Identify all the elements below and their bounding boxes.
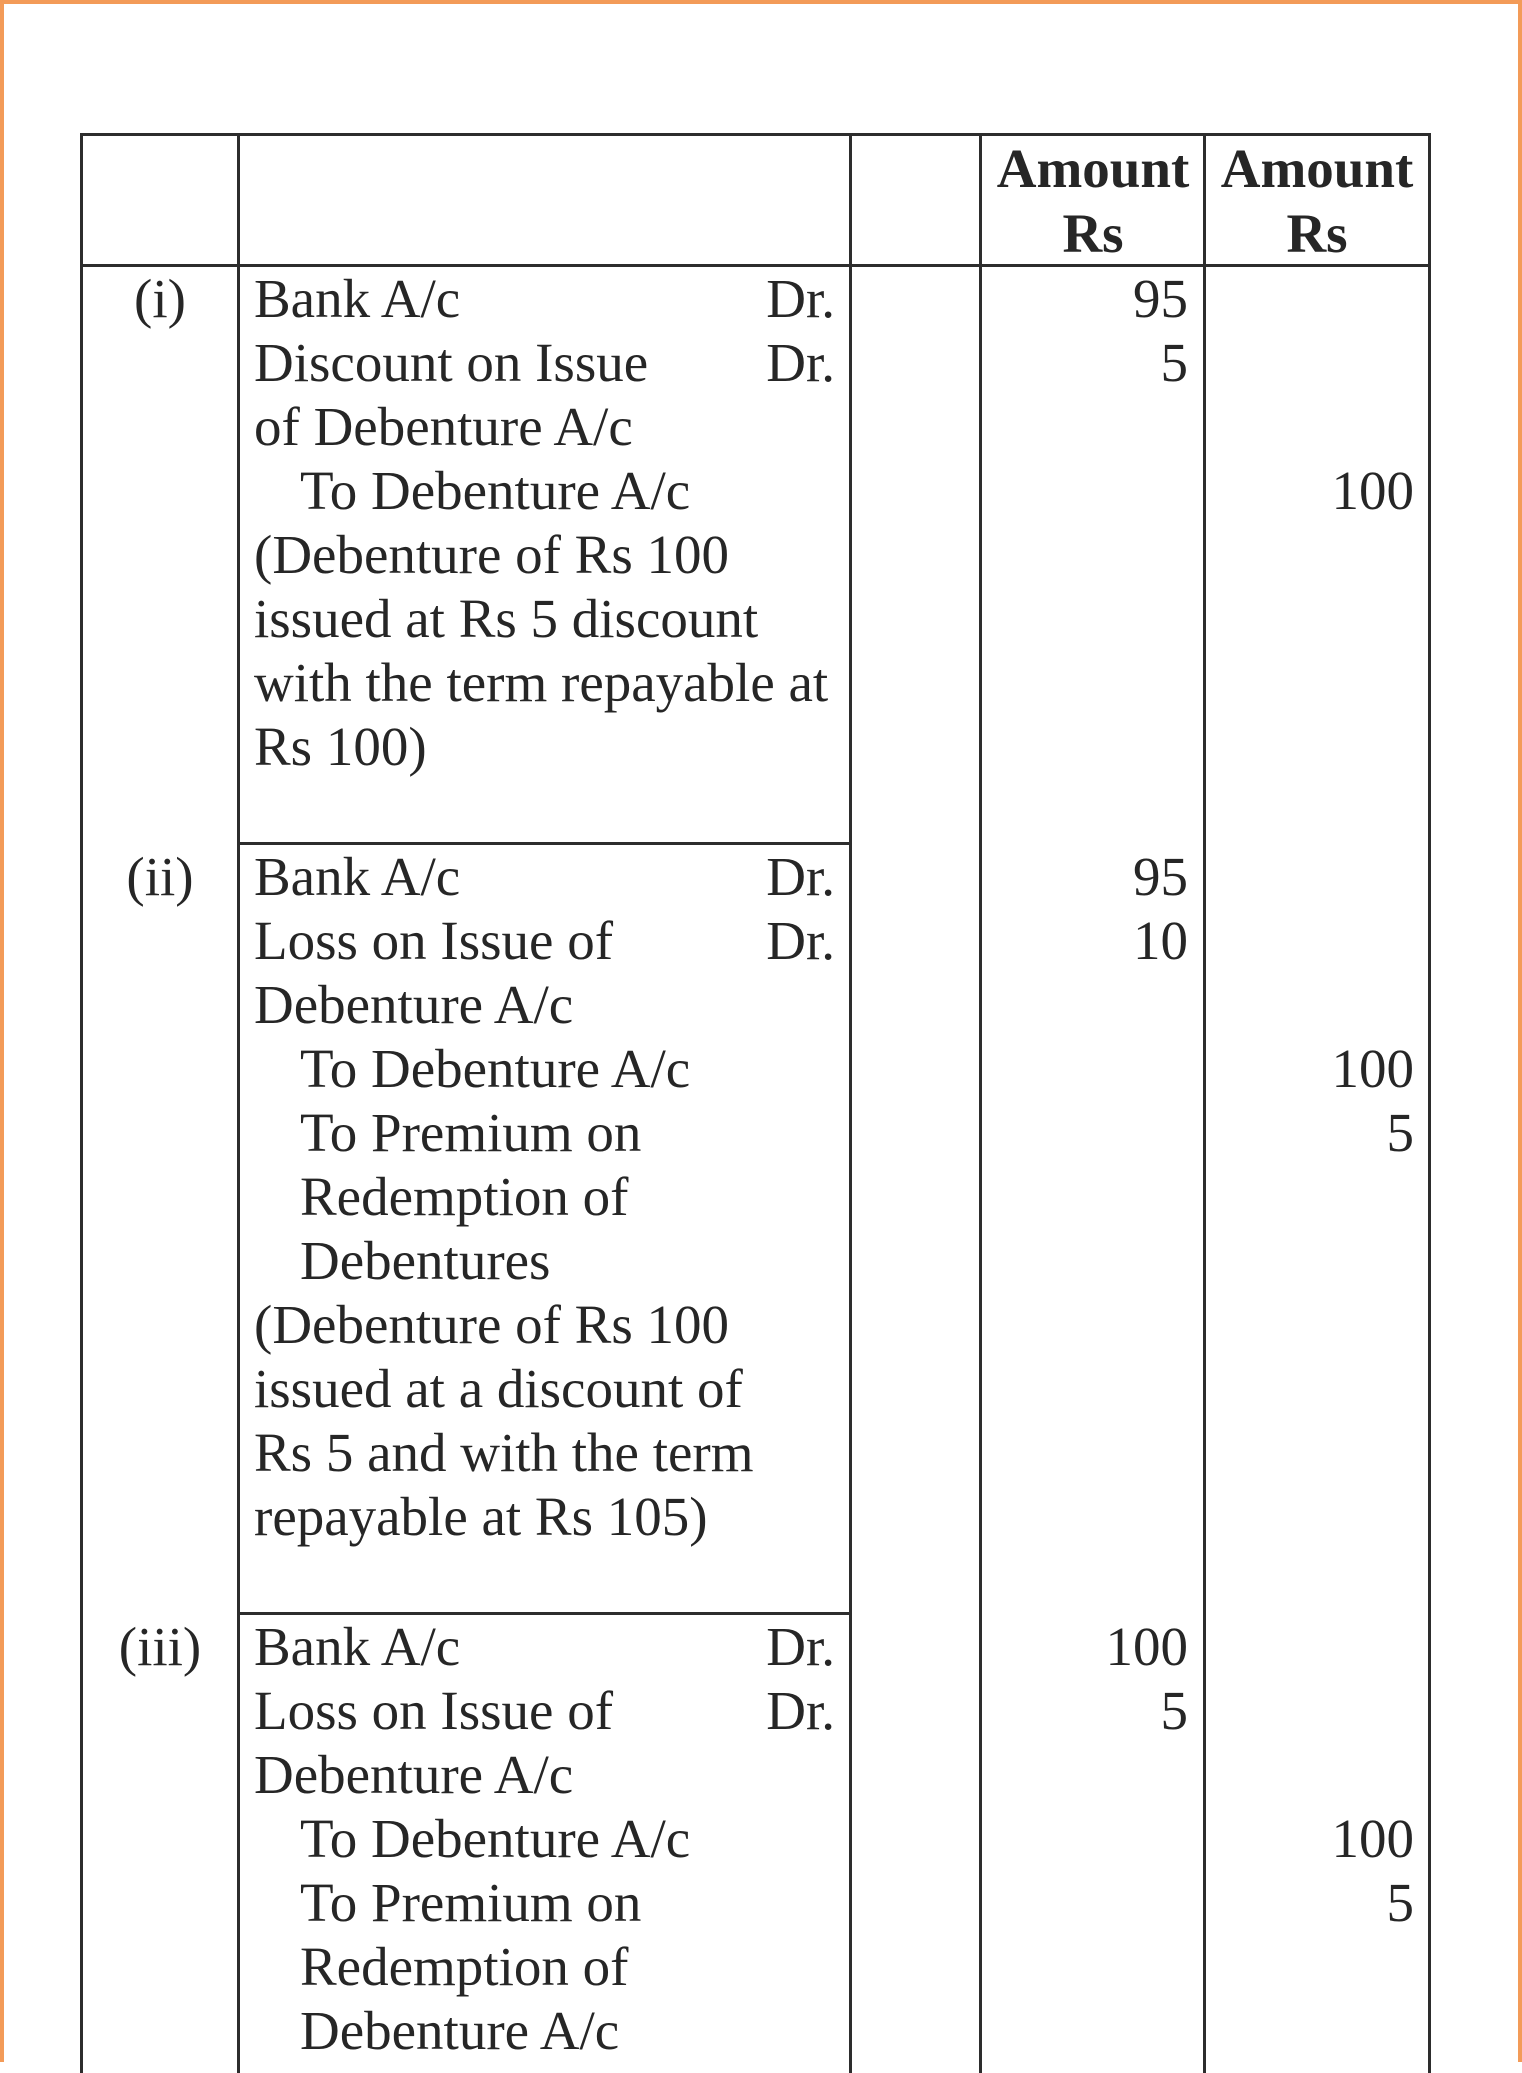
debit-marker: Dr. [766,846,835,907]
debit-marker: Dr. [766,332,835,393]
account-text: Bank A/c [254,1616,461,1677]
credit-account-text: To Debenture A/c [300,1038,691,1099]
narration-line [0,651,1522,715]
narration-text: issued at a discount of [254,1358,743,1419]
page-frame-top [0,0,1522,4]
entry-line [0,1807,1522,1871]
narration-text: with the term repayable at [254,652,829,713]
entry-line [0,1229,1522,1293]
debit-amount: 95 [1133,846,1188,907]
header-amount-debit-line1: Amount [996,138,1190,199]
credit-account-text: Debenture A/c [300,2000,620,2061]
account-text: Loss on Issue of [254,1680,614,1741]
narration-text: (Debenture of Rs 100 [254,524,730,585]
journal-entry-2 [0,845,1522,1549]
narration-line [0,1357,1522,1421]
header-amount-credit-line1: Amount [1220,138,1414,199]
debit-amount: 10 [1133,910,1188,971]
debit-marker: Dr. [766,1616,835,1677]
entry-number: (i) [134,268,186,329]
account-text: Bank A/c [254,268,461,329]
entry-line [0,1037,1522,1101]
entry-line [0,1935,1522,1999]
credit-amount: 100 [1331,1038,1414,1099]
entry-number: (iii) [118,1616,202,1677]
debit-amount: 95 [1133,268,1188,329]
entry-line [0,845,1522,909]
narration-text: repayable at Rs 105) [254,1486,708,1547]
credit-account-text: To Debenture A/c [300,460,691,521]
entry-line [0,1999,1522,2063]
narration-line [0,1421,1522,1485]
entry-line [0,395,1522,459]
narration-line [0,523,1522,587]
header-amount-debit-line2: Rs [1062,203,1124,264]
credit-amount: 5 [1386,1102,1414,1163]
entry-number: (ii) [126,846,194,907]
entry-line [0,1871,1522,1935]
debit-amount: 5 [1160,332,1188,393]
entry-line [0,459,1522,523]
narration-text: (Debenture of Rs 100 [254,1294,730,1355]
entry-line [0,1165,1522,1229]
entry-line [0,1743,1522,1807]
credit-account-text: Redemption of [300,1936,629,1997]
entry-line [0,1101,1522,1165]
narration-line [0,715,1522,779]
header-amount-credit-line2: Rs [1286,203,1348,264]
credit-account-text: Redemption of [300,1166,629,1227]
credit-amount: 100 [1331,460,1414,521]
narration-line [0,1293,1522,1357]
entry-line [0,909,1522,973]
credit-account-text: To Debenture A/c [300,1808,691,1869]
journal-entry-1 [0,267,1522,779]
debit-amount: 5 [1160,1680,1188,1741]
debit-marker: Dr. [766,1680,835,1741]
entry-line [0,973,1522,1037]
credit-account-text: To Premium on [300,1102,642,1163]
header-amount-credit [1206,136,1428,266]
debit-marker: Dr. [766,910,835,971]
credit-amount: 100 [1331,1808,1414,1869]
credit-account-text: Debentures [300,1230,551,1291]
account-text: Discount on Issue [254,332,649,393]
narration-line [0,1485,1522,1549]
journal-entry-3 [0,1615,1522,2063]
header-amount-debit [982,136,1204,266]
entry-line [0,331,1522,395]
entry-line [0,1615,1522,1679]
narration-line [0,587,1522,651]
narration-text: issued at Rs 5 discount [254,588,759,649]
entry-line [0,267,1522,331]
debit-marker: Dr. [766,268,835,329]
account-text: Debenture A/c [254,1744,574,1805]
narration-text: Rs 100) [254,716,427,777]
account-text: Loss on Issue of [254,910,614,971]
entry-line [0,1679,1522,1743]
credit-account-text: To Premium on [300,1872,642,1933]
account-text: Debenture A/c [254,974,574,1035]
credit-amount: 5 [1386,1872,1414,1933]
narration-text: Rs 5 and with the term [254,1422,754,1483]
debit-amount: 100 [1105,1616,1188,1677]
account-text: Bank A/c [254,846,461,907]
account-text: of Debenture A/c [254,396,633,457]
